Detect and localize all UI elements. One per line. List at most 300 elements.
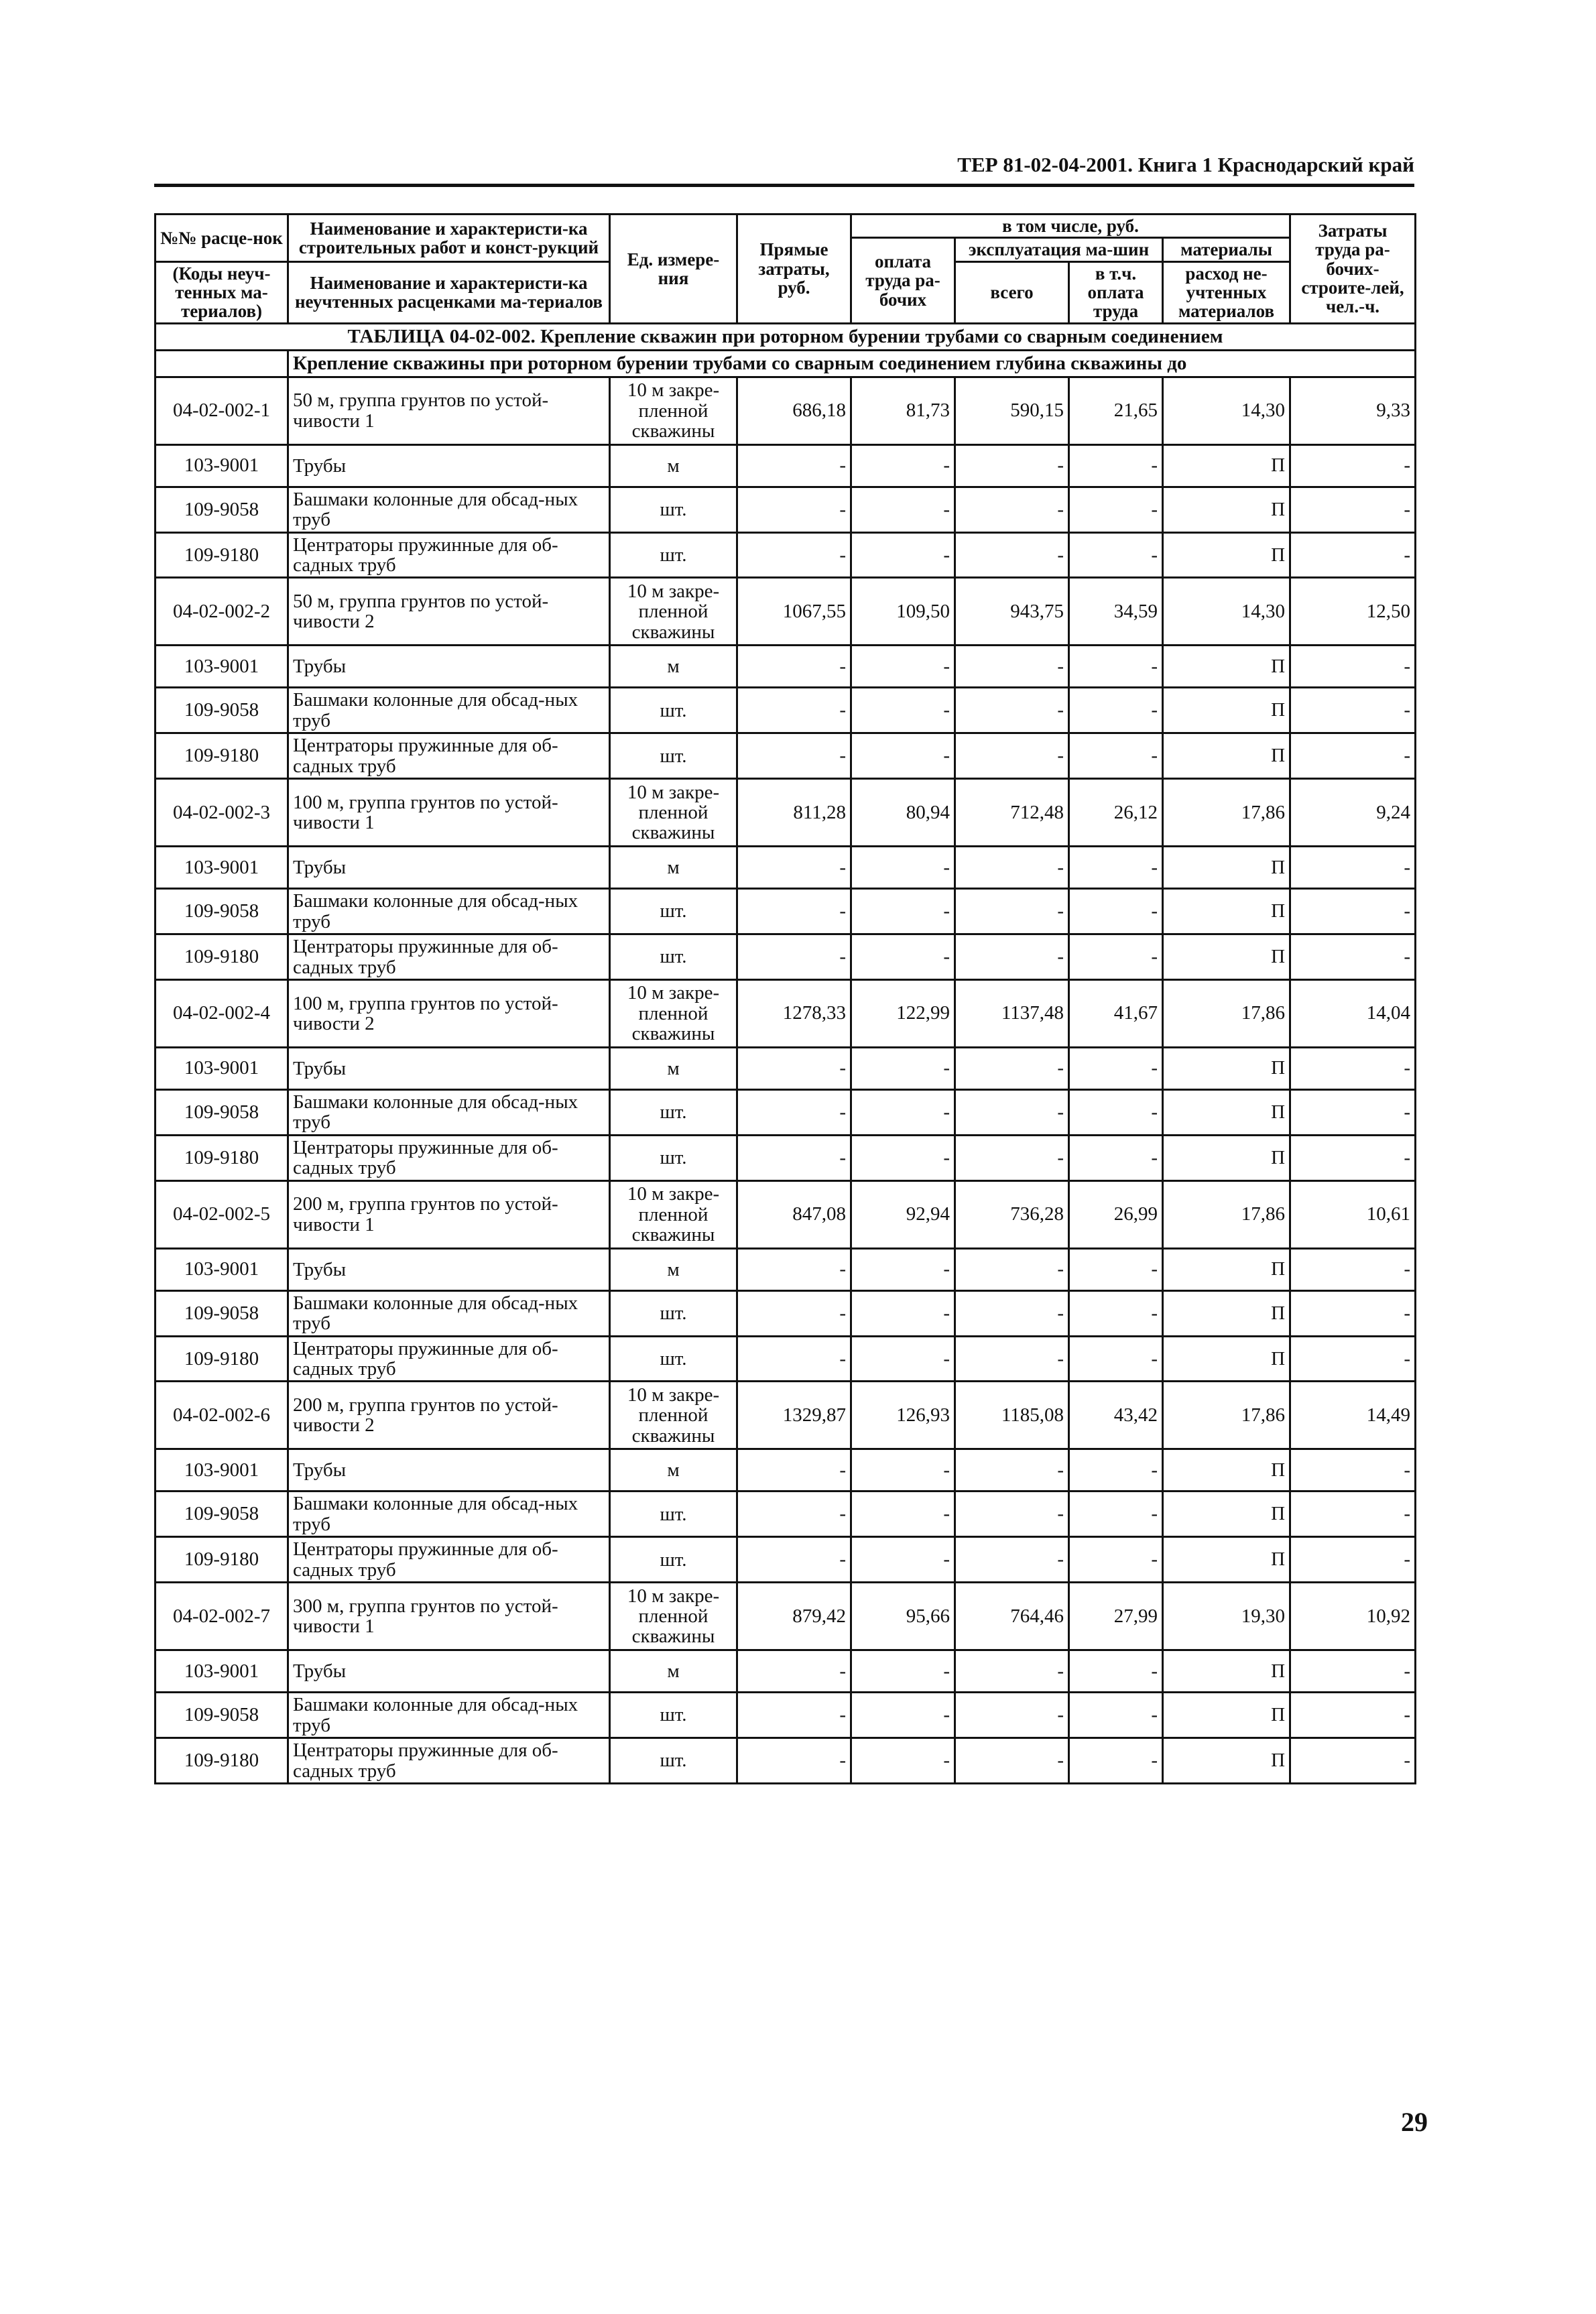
header-code-bottom: (Коды неуч-тенных ма-териалов) xyxy=(156,261,288,323)
cell-machines: - xyxy=(955,444,1069,487)
cell-code: 04-02-002-5 xyxy=(156,1180,288,1248)
cell-direct: - xyxy=(737,1290,851,1336)
table-title: ТАБЛИЦА 04-02-002. Крепление скважин при роторном бурении трубами со сварным соединением xyxy=(156,323,1416,350)
cell-materials: 14,30 xyxy=(1163,377,1290,444)
cell-machines: - xyxy=(955,487,1069,532)
cell-code: 103-9001 xyxy=(156,444,288,487)
cell-direct: - xyxy=(737,444,851,487)
cell-unit: шт. xyxy=(610,1693,737,1738)
cell-name: Центраторы пружинные для об-садных труб xyxy=(288,532,610,578)
cell-machines: - xyxy=(955,733,1069,779)
cell-labor-hours: - xyxy=(1290,688,1416,733)
header-code-top: №№ расце-нок xyxy=(156,215,288,262)
cell-machines-labor: - xyxy=(1069,688,1163,733)
cell-labor-hours: - xyxy=(1290,1650,1416,1693)
rate-row xyxy=(156,1583,1416,1650)
cell-machines-labor: - xyxy=(1069,1738,1163,1784)
cell-machines-labor: - xyxy=(1069,1047,1163,1089)
cell-labor: 95,66 xyxy=(851,1583,955,1650)
cell-labor: - xyxy=(851,1336,955,1382)
cell-machines-labor: 41,67 xyxy=(1069,979,1163,1047)
cell-labor: 126,93 xyxy=(851,1382,955,1449)
cell-labor: - xyxy=(851,1449,955,1491)
cell-machines-labor: 34,59 xyxy=(1069,578,1163,646)
cell-code: 103-9001 xyxy=(156,1650,288,1693)
cell-materials: 17,86 xyxy=(1163,1180,1290,1248)
cell-labor-hours: - xyxy=(1290,1449,1416,1491)
cell-labor-hours: 10,92 xyxy=(1290,1583,1416,1650)
cell-unit: шт. xyxy=(610,1089,737,1135)
material-row xyxy=(156,444,1416,487)
cell-code: 109-9180 xyxy=(156,733,288,779)
cell-materials: П xyxy=(1163,444,1290,487)
header-name-bottom: Наименование и характеристи-ка неучтенных расценками ма-териалов xyxy=(288,261,610,323)
cell-code: 109-9058 xyxy=(156,1693,288,1738)
cell-direct: - xyxy=(737,1135,851,1180)
cell-direct: - xyxy=(737,1449,851,1491)
cell-direct: 1278,33 xyxy=(737,979,851,1047)
cell-name: Трубы xyxy=(288,444,610,487)
cell-labor-hours: - xyxy=(1290,1290,1416,1336)
header-materials-use: расход не-учтенных материалов xyxy=(1163,261,1290,323)
material-row xyxy=(156,1693,1416,1738)
cell-labor-hours: - xyxy=(1290,1336,1416,1382)
rate-row xyxy=(156,377,1416,444)
cell-materials: П xyxy=(1163,1047,1290,1089)
cell-materials: П xyxy=(1163,532,1290,578)
material-row xyxy=(156,1089,1416,1135)
cell-unit: шт. xyxy=(610,1135,737,1180)
cell-code: 103-9001 xyxy=(156,646,288,688)
cell-machines-labor: - xyxy=(1069,1650,1163,1693)
cell-unit: 10 м закре-пленной скважины xyxy=(610,1583,737,1650)
cell-machines: - xyxy=(955,646,1069,688)
cell-unit: шт. xyxy=(610,1491,737,1537)
material-row xyxy=(156,1135,1416,1180)
cell-direct: - xyxy=(737,1650,851,1693)
cell-materials: П xyxy=(1163,1336,1290,1382)
cell-labor: - xyxy=(851,1537,955,1583)
rates-table xyxy=(154,213,1416,1784)
cell-machines: 943,75 xyxy=(955,578,1069,646)
cell-materials: П xyxy=(1163,847,1290,889)
cell-direct: - xyxy=(737,532,851,578)
cell-machines-labor: - xyxy=(1069,847,1163,889)
cell-labor-hours: 14,49 xyxy=(1290,1382,1416,1449)
page-number: 29 xyxy=(1401,2107,1428,2137)
cell-direct: - xyxy=(737,1336,851,1382)
cell-unit: м xyxy=(610,444,737,487)
cell-code: 103-9001 xyxy=(156,1047,288,1089)
cell-machines-labor: - xyxy=(1069,1537,1163,1583)
cell-machines-labor: - xyxy=(1069,1089,1163,1135)
cell-unit: м xyxy=(610,1047,737,1089)
header-machines-labor: в т.ч. оплата труда xyxy=(1069,261,1163,323)
material-row xyxy=(156,733,1416,779)
cell-machines: - xyxy=(955,847,1069,889)
cell-unit: 10 м закре-пленной скважины xyxy=(610,1382,737,1449)
cell-machines-labor: - xyxy=(1069,1135,1163,1180)
table-subtitle-row xyxy=(156,350,1416,377)
cell-machines: - xyxy=(955,1693,1069,1738)
cell-labor-hours: - xyxy=(1290,1738,1416,1784)
cell-name: 100 м, группа грунтов по устой-чивости 2 xyxy=(288,979,610,1047)
cell-unit: шт. xyxy=(610,889,737,934)
cell-direct: - xyxy=(737,1693,851,1738)
header-labor-cost: Затраты труда ра-бочих-строите-лей, чел.-ч. xyxy=(1290,215,1416,324)
material-row xyxy=(156,847,1416,889)
cell-code: 04-02-002-7 xyxy=(156,1583,288,1650)
cell-labor: 92,94 xyxy=(851,1180,955,1248)
cell-labor: - xyxy=(851,1089,955,1135)
cell-labor: - xyxy=(851,1491,955,1537)
cell-machines-labor: - xyxy=(1069,1248,1163,1290)
table-subtitle: Крепление скважины при роторном бурении трубами со сварным соединением глубина скважины до xyxy=(288,350,1416,377)
cell-code: 109-9180 xyxy=(156,1336,288,1382)
cell-labor-hours: - xyxy=(1290,889,1416,934)
cell-materials: 17,86 xyxy=(1163,1382,1290,1449)
cell-machines: - xyxy=(955,1537,1069,1583)
cell-direct: - xyxy=(737,1491,851,1537)
cell-materials: 17,86 xyxy=(1163,979,1290,1047)
cell-labor-hours: 14,04 xyxy=(1290,979,1416,1047)
cell-unit: м xyxy=(610,646,737,688)
cell-name: 300 м, группа грунтов по устой-чивости 1 xyxy=(288,1583,610,1650)
cell-name: Трубы xyxy=(288,1449,610,1491)
cell-machines: 590,15 xyxy=(955,377,1069,444)
cell-direct: 1067,55 xyxy=(737,578,851,646)
cell-name: Башмаки колонные для обсад-ных труб xyxy=(288,1693,610,1738)
cell-labor-hours: 9,33 xyxy=(1290,377,1416,444)
cell-labor: - xyxy=(851,733,955,779)
cell-machines-labor: 43,42 xyxy=(1069,1382,1163,1449)
header-incl: в том числе, руб. xyxy=(851,215,1290,238)
material-row xyxy=(156,688,1416,733)
cell-name: Башмаки колонные для обсад-ных труб xyxy=(288,1491,610,1537)
cell-machines: - xyxy=(955,1047,1069,1089)
cell-machines-labor: - xyxy=(1069,1449,1163,1491)
cell-direct: - xyxy=(737,1047,851,1089)
cell-labor: - xyxy=(851,1290,955,1336)
cell-unit: м xyxy=(610,847,737,889)
cell-materials: П xyxy=(1163,1650,1290,1693)
cell-code: 103-9001 xyxy=(156,1449,288,1491)
cell-machines: 736,28 xyxy=(955,1180,1069,1248)
cell-direct: - xyxy=(737,847,851,889)
header-machines-total: всего xyxy=(955,261,1069,323)
cell-machines: 764,46 xyxy=(955,1583,1069,1650)
cell-labor: 122,99 xyxy=(851,979,955,1047)
cell-materials: П xyxy=(1163,1135,1290,1180)
cell-code: 04-02-002-1 xyxy=(156,377,288,444)
cell-machines-labor: - xyxy=(1069,487,1163,532)
table-header xyxy=(156,215,1416,324)
cell-name: Центраторы пружинные для об-садных труб xyxy=(288,1336,610,1382)
cell-machines-labor: - xyxy=(1069,646,1163,688)
cell-unit: 10 м закре-пленной скважины xyxy=(610,578,737,646)
cell-machines-labor: - xyxy=(1069,532,1163,578)
header-direct: Прямые затраты, руб. xyxy=(737,215,851,324)
cell-materials: 14,30 xyxy=(1163,578,1290,646)
cell-name: Трубы xyxy=(288,646,610,688)
cell-labor-hours: - xyxy=(1290,532,1416,578)
table-body xyxy=(156,323,1416,1783)
cell-materials: П xyxy=(1163,646,1290,688)
material-row xyxy=(156,1290,1416,1336)
header-materials: материалы xyxy=(1163,238,1290,261)
cell-name: Центраторы пружинные для об-садных труб xyxy=(288,934,610,980)
cell-labor-hours: 9,24 xyxy=(1290,779,1416,847)
cell-machines: - xyxy=(955,1650,1069,1693)
material-row xyxy=(156,1537,1416,1583)
cell-labor-hours: 12,50 xyxy=(1290,578,1416,646)
cell-materials: П xyxy=(1163,1089,1290,1135)
cell-labor: - xyxy=(851,889,955,934)
cell-code: 109-9180 xyxy=(156,1738,288,1784)
cell-name: Центраторы пружинные для об-садных труб xyxy=(288,1135,610,1180)
cell-machines-labor: 27,99 xyxy=(1069,1583,1163,1650)
cell-machines-labor: - xyxy=(1069,889,1163,934)
cell-labor: - xyxy=(851,688,955,733)
cell-machines: 1185,08 xyxy=(955,1382,1069,1449)
cell-unit: шт. xyxy=(610,1738,737,1784)
rate-row xyxy=(156,779,1416,847)
cell-materials: 17,86 xyxy=(1163,779,1290,847)
cell-labor: - xyxy=(851,444,955,487)
cell-materials: П xyxy=(1163,1693,1290,1738)
material-row xyxy=(156,1449,1416,1491)
cell-unit: м xyxy=(610,1248,737,1290)
cell-labor-hours: - xyxy=(1290,1047,1416,1089)
cell-labor: 81,73 xyxy=(851,377,955,444)
cell-direct: - xyxy=(737,1738,851,1784)
rate-row xyxy=(156,1382,1416,1449)
cell-machines: - xyxy=(955,1738,1069,1784)
cell-name: Центраторы пружинные для об-садных труб xyxy=(288,1738,610,1784)
cell-machines-labor: - xyxy=(1069,1693,1163,1738)
header-labor: оплата труда ра-бочих xyxy=(851,238,955,323)
cell-name: Трубы xyxy=(288,847,610,889)
cell-direct: 847,08 xyxy=(737,1180,851,1248)
cell-code: 109-9058 xyxy=(156,889,288,934)
cell-machines: - xyxy=(955,1491,1069,1537)
cell-machines-labor: - xyxy=(1069,444,1163,487)
cell-machines: - xyxy=(955,1290,1069,1336)
cell-name: Трубы xyxy=(288,1047,610,1089)
cell-name: Башмаки колонные для обсад-ных труб xyxy=(288,889,610,934)
cell-direct: - xyxy=(737,1248,851,1290)
cell-unit: 10 м закре-пленной скважины xyxy=(610,1180,737,1248)
cell-labor: - xyxy=(851,646,955,688)
material-row xyxy=(156,646,1416,688)
cell-code: 109-9180 xyxy=(156,934,288,980)
cell-name: Трубы xyxy=(288,1650,610,1693)
cell-direct: 811,28 xyxy=(737,779,851,847)
cell-unit: 10 м закре-пленной скважины xyxy=(610,377,737,444)
cell-materials: П xyxy=(1163,688,1290,733)
header-unit: Ед. измере-ния xyxy=(610,215,737,324)
cell-labor: - xyxy=(851,1738,955,1784)
cell-machines-labor: 21,65 xyxy=(1069,377,1163,444)
cell-machines-labor: - xyxy=(1069,733,1163,779)
header-machines: эксплуатация ма-шин xyxy=(955,238,1163,261)
cell-unit: м xyxy=(610,1650,737,1693)
cell-direct: 686,18 xyxy=(737,377,851,444)
cell-machines: - xyxy=(955,889,1069,934)
cell-labor: - xyxy=(851,1248,955,1290)
cell-machines: - xyxy=(955,1336,1069,1382)
cell-labor-hours: - xyxy=(1290,733,1416,779)
material-row xyxy=(156,1650,1416,1693)
cell-labor-hours: - xyxy=(1290,1135,1416,1180)
cell-direct: 879,42 xyxy=(737,1583,851,1650)
cell-machines: - xyxy=(955,532,1069,578)
cell-code: 103-9001 xyxy=(156,1248,288,1290)
cell-machines-labor: - xyxy=(1069,934,1163,980)
cell-materials: П xyxy=(1163,1537,1290,1583)
cell-materials: П xyxy=(1163,1491,1290,1537)
cell-labor: - xyxy=(851,847,955,889)
cell-labor-hours: - xyxy=(1290,1089,1416,1135)
material-row xyxy=(156,1248,1416,1290)
cell-name: Башмаки колонные для обсад-ных труб xyxy=(288,1290,610,1336)
material-row xyxy=(156,532,1416,578)
cell-name: 200 м, группа грунтов по устой-чивости 1 xyxy=(288,1180,610,1248)
cell-materials: П xyxy=(1163,934,1290,980)
cell-code: 109-9180 xyxy=(156,1537,288,1583)
cell-labor: - xyxy=(851,1135,955,1180)
running-header: ТЕР 81-02-04-2001. Книга 1 Краснодарский край xyxy=(957,153,1414,176)
cell-labor: - xyxy=(851,1650,955,1693)
cell-code: 04-02-002-2 xyxy=(156,578,288,646)
cell-code: 109-9058 xyxy=(156,1089,288,1135)
cell-labor-hours: - xyxy=(1290,847,1416,889)
cell-machines: 1137,48 xyxy=(955,979,1069,1047)
cell-unit: м xyxy=(610,1449,737,1491)
cell-unit: шт. xyxy=(610,733,737,779)
cell-name: Башмаки колонные для обсад-ных труб xyxy=(288,688,610,733)
cell-direct: - xyxy=(737,733,851,779)
cell-code: 109-9058 xyxy=(156,1290,288,1336)
cell-machines-labor: - xyxy=(1069,1491,1163,1537)
rate-row xyxy=(156,578,1416,646)
cell-machines: 712,48 xyxy=(955,779,1069,847)
cell-unit: шт. xyxy=(610,934,737,980)
cell-materials: П xyxy=(1163,1738,1290,1784)
cell-code: 109-9180 xyxy=(156,1135,288,1180)
cell-labor-hours: - xyxy=(1290,444,1416,487)
cell-machines: - xyxy=(955,1248,1069,1290)
cell-unit: шт. xyxy=(610,688,737,733)
cell-direct: - xyxy=(737,1537,851,1583)
material-row xyxy=(156,1491,1416,1537)
cell-labor-hours: - xyxy=(1290,1248,1416,1290)
cell-materials: П xyxy=(1163,1248,1290,1290)
cell-unit: шт. xyxy=(610,1290,737,1336)
cell-labor: - xyxy=(851,532,955,578)
cell-code: 04-02-002-6 xyxy=(156,1382,288,1449)
rate-row xyxy=(156,979,1416,1047)
cell-name: Центраторы пружинные для об-садных труб xyxy=(288,1537,610,1583)
cell-machines-labor: - xyxy=(1069,1290,1163,1336)
cell-materials: П xyxy=(1163,889,1290,934)
cell-labor-hours: - xyxy=(1290,1537,1416,1583)
cell-code: 04-02-002-4 xyxy=(156,979,288,1047)
cell-labor: - xyxy=(851,934,955,980)
cell-labor: - xyxy=(851,1693,955,1738)
cell-code: 109-9180 xyxy=(156,532,288,578)
cell-direct: - xyxy=(737,889,851,934)
cell-machines: - xyxy=(955,1135,1069,1180)
cell-code: 109-9058 xyxy=(156,487,288,532)
material-row xyxy=(156,934,1416,980)
cell-direct: - xyxy=(737,688,851,733)
header-name-top: Наименование и характеристи-ка строительных работ и конст-рукций xyxy=(288,215,610,262)
cell-materials: П xyxy=(1163,1449,1290,1491)
cell-name: Башмаки колонные для обсад-ных труб xyxy=(288,1089,610,1135)
cell-name: 50 м, группа грунтов по устой-чивости 1 xyxy=(288,377,610,444)
cell-machines: - xyxy=(955,1449,1069,1491)
cell-labor: - xyxy=(851,1047,955,1089)
cell-unit: 10 м закре-пленной скважины xyxy=(610,979,737,1047)
cell-labor: - xyxy=(851,487,955,532)
cell-direct: - xyxy=(737,646,851,688)
cell-unit: шт. xyxy=(610,532,737,578)
subtitle-spacer xyxy=(156,350,288,377)
cell-name: Трубы xyxy=(288,1248,610,1290)
cell-labor: 109,50 xyxy=(851,578,955,646)
cell-machines: - xyxy=(955,1089,1069,1135)
cell-code: 109-9058 xyxy=(156,1491,288,1537)
rate-row xyxy=(156,1180,1416,1248)
material-row xyxy=(156,1047,1416,1089)
header-rule xyxy=(154,184,1414,187)
cell-direct: - xyxy=(737,934,851,980)
cell-machines: - xyxy=(955,934,1069,980)
cell-code: 103-9001 xyxy=(156,847,288,889)
cell-unit: шт. xyxy=(610,1537,737,1583)
cell-name: 200 м, группа грунтов по устой-чивости 2 xyxy=(288,1382,610,1449)
cell-labor: 80,94 xyxy=(851,779,955,847)
cell-materials: П xyxy=(1163,733,1290,779)
cell-name: Башмаки колонные для обсад-ных труб xyxy=(288,487,610,532)
cell-machines-labor: - xyxy=(1069,1336,1163,1382)
cell-direct: 1329,87 xyxy=(737,1382,851,1449)
cell-materials: П xyxy=(1163,1290,1290,1336)
material-row xyxy=(156,889,1416,934)
cell-machines: - xyxy=(955,688,1069,733)
cell-name: 50 м, группа грунтов по устой-чивости 2 xyxy=(288,578,610,646)
cell-labor-hours: - xyxy=(1290,487,1416,532)
cell-labor-hours: - xyxy=(1290,1491,1416,1537)
cell-direct: - xyxy=(737,487,851,532)
cell-unit: шт. xyxy=(610,487,737,532)
cell-direct: - xyxy=(737,1089,851,1135)
cell-labor-hours: - xyxy=(1290,934,1416,980)
cell-unit: 10 м закре-пленной скважины xyxy=(610,779,737,847)
cell-code: 109-9058 xyxy=(156,688,288,733)
table-title-row xyxy=(156,323,1416,350)
cell-labor-hours: 10,61 xyxy=(1290,1180,1416,1248)
cell-materials: 19,30 xyxy=(1163,1583,1290,1650)
cell-code: 04-02-002-3 xyxy=(156,779,288,847)
material-row xyxy=(156,1336,1416,1382)
material-row xyxy=(156,1738,1416,1784)
cell-labor-hours: - xyxy=(1290,1693,1416,1738)
cell-materials: П xyxy=(1163,487,1290,532)
cell-machines-labor: 26,99 xyxy=(1069,1180,1163,1248)
cell-machines-labor: 26,12 xyxy=(1069,779,1163,847)
